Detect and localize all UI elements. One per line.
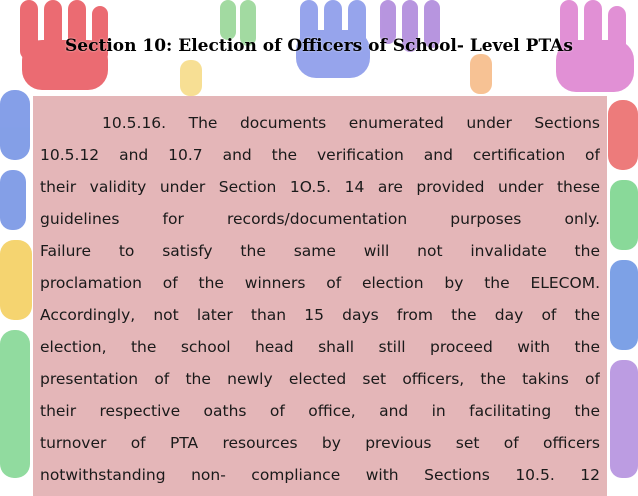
paragraph-line: guidelines for records/documentation purposes only. <box>40 210 600 228</box>
paragraph-line: notwithstanding non- compliance with Sections 10.5. 12 <box>40 466 600 484</box>
paragraph-line: 10.5.12 and 10.7 and the verification and certification of <box>40 146 600 164</box>
paragraph-box <box>33 96 607 496</box>
paragraph-line: proclamation of the winners of election by the ELECOM. <box>40 274 600 292</box>
paragraph-line: 10.5.16. The documents enumerated under Sections <box>102 114 600 132</box>
paragraph-line: presentation of the newly elected set officers, the takins of <box>40 370 600 388</box>
slide-title: Section 10: Election of Officers of School- Level PTAs <box>65 36 573 56</box>
paragraph-line: Accordingly, not later than 15 days from the day of the <box>40 306 600 324</box>
paragraph-line: Failure to satisfy the same will not invalidate the <box>40 242 600 260</box>
paragraph-line: their validity under Section 1O.5. 14 are provided under these <box>40 178 600 196</box>
paragraph-line: election, the school head shall still proceed with the <box>40 338 600 356</box>
paragraph-line: their respective oaths of office, and in facilitating the <box>40 402 600 420</box>
paragraph-line: turnover of PTA resources by previous set of officers <box>40 434 600 452</box>
